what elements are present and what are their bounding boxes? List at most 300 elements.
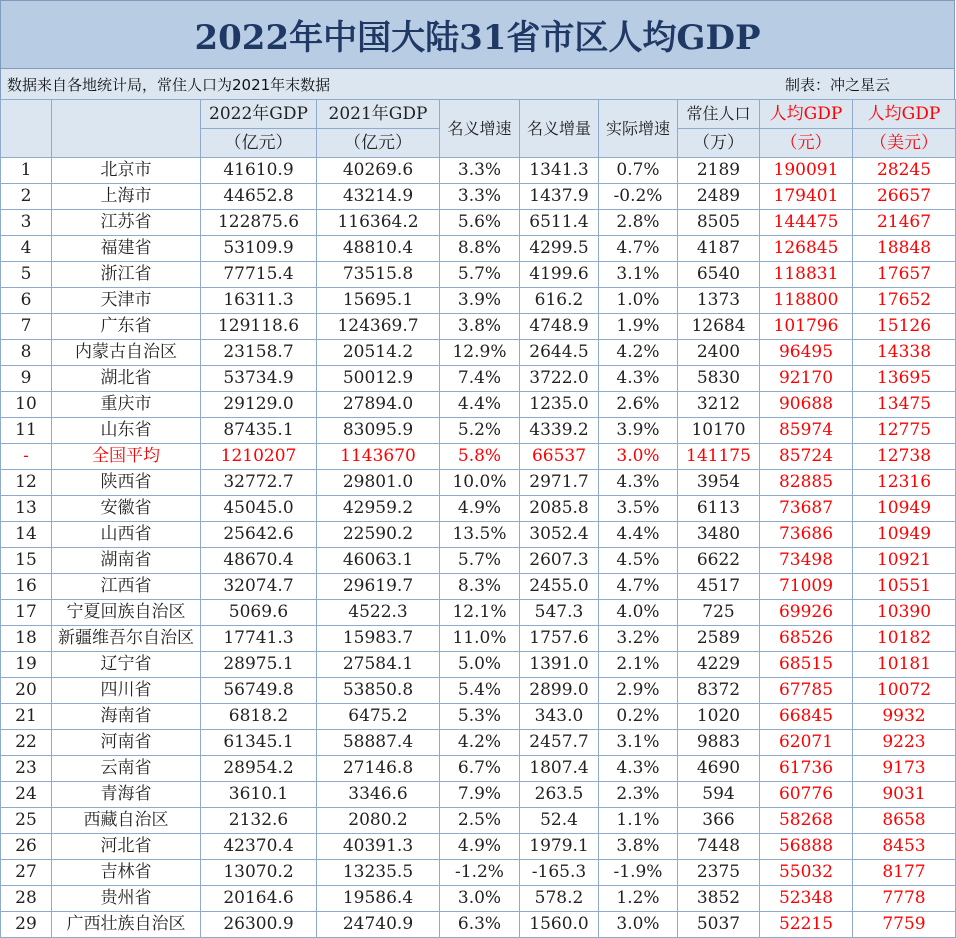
cell-nominal-increase: 1757.6: [520, 626, 599, 652]
header-pcgdp-cny-unit: （元）: [760, 129, 853, 158]
table-row: [1, 314, 956, 340]
cell-gdp2021: 43214.9: [317, 184, 440, 210]
cell-population: 3852: [678, 886, 760, 912]
cell-nominal-growth: 7.4%: [440, 366, 520, 392]
cell-rank: 28: [1, 886, 52, 912]
cell-nominal-increase: 263.5: [520, 782, 599, 808]
cell-rank: 10: [1, 392, 52, 418]
cell-gdp2022: 17741.3: [201, 626, 317, 652]
cell-gdp2022: 45045.0: [201, 496, 317, 522]
cell-real-growth: 3.2%: [599, 626, 678, 652]
cell-gdp2022: 48670.4: [201, 548, 317, 574]
cell-pcgdp-usd: 10182: [853, 626, 956, 652]
cell-nominal-increase: 547.3: [520, 600, 599, 626]
cell-pcgdp-cny: 73498: [760, 548, 853, 574]
table-header: [1, 100, 956, 158]
cell-pcgdp-usd: 7778: [853, 886, 956, 912]
cell-gdp2022: 3610.1: [201, 782, 317, 808]
cell-nominal-growth: 3.0%: [440, 886, 520, 912]
header-region: [52, 100, 201, 158]
cell-gdp2021: 1143670: [317, 444, 440, 470]
cell-gdp2022: 26300.9: [201, 912, 317, 938]
cell-rank: 16: [1, 574, 52, 600]
cell-region: 云南省: [52, 756, 201, 782]
cell-real-growth: 2.6%: [599, 392, 678, 418]
cell-nominal-increase: 1560.0: [520, 912, 599, 938]
cell-region: 北京市: [52, 158, 201, 184]
table-row: [1, 860, 956, 886]
cell-nominal-growth: 5.3%: [440, 704, 520, 730]
cell-pcgdp-cny: 179401: [760, 184, 853, 210]
cell-rank: 17: [1, 600, 52, 626]
cell-nominal-growth: 5.8%: [440, 444, 520, 470]
cell-nominal-increase: 2085.8: [520, 496, 599, 522]
header-pcgdp-cny: 人均GDP: [760, 100, 853, 129]
cell-gdp2022: 44652.8: [201, 184, 317, 210]
cell-pcgdp-usd: 9223: [853, 730, 956, 756]
table-row: [1, 730, 956, 756]
cell-real-growth: 4.5%: [599, 548, 678, 574]
cell-region: 全国平均: [52, 444, 201, 470]
cell-pcgdp-usd: 12775: [853, 418, 956, 444]
cell-rank: 2: [1, 184, 52, 210]
cell-gdp2021: 29801.0: [317, 470, 440, 496]
cell-real-growth: -0.2%: [599, 184, 678, 210]
cell-gdp2021: 3346.6: [317, 782, 440, 808]
cell-rank: 18: [1, 626, 52, 652]
cell-population: 3954: [678, 470, 760, 496]
cell-nominal-increase: 1341.3: [520, 158, 599, 184]
cell-gdp2021: 58887.4: [317, 730, 440, 756]
cell-nominal-growth: 5.2%: [440, 418, 520, 444]
cell-real-growth: 4.3%: [599, 470, 678, 496]
cell-nominal-increase: 1391.0: [520, 652, 599, 678]
cell-region: 海南省: [52, 704, 201, 730]
cell-real-growth: 4.3%: [599, 366, 678, 392]
cell-gdp2022: 61345.1: [201, 730, 317, 756]
cell-nominal-increase: 1807.4: [520, 756, 599, 782]
cell-real-growth: 4.7%: [599, 236, 678, 262]
cell-real-growth: 1.0%: [599, 288, 678, 314]
cell-real-growth: 0.2%: [599, 704, 678, 730]
cell-rank: 25: [1, 808, 52, 834]
cell-pcgdp-cny: 55032: [760, 860, 853, 886]
cell-gdp2022: 20164.6: [201, 886, 317, 912]
cell-nominal-growth: 4.9%: [440, 834, 520, 860]
cell-rank: 19: [1, 652, 52, 678]
cell-pcgdp-usd: 9031: [853, 782, 956, 808]
gdp-table: [0, 99, 956, 938]
cell-nominal-increase: 52.4: [520, 808, 599, 834]
cell-rank: 15: [1, 548, 52, 574]
cell-pcgdp-cny: 71009: [760, 574, 853, 600]
cell-nominal-increase: -165.3: [520, 860, 599, 886]
cell-pcgdp-usd: 10949: [853, 522, 956, 548]
cell-gdp2021: 73515.8: [317, 262, 440, 288]
header-nominal-increase: 名义增量: [520, 100, 599, 158]
cell-gdp2021: 116364.2: [317, 210, 440, 236]
cell-rank: 21: [1, 704, 52, 730]
cell-rank: 13: [1, 496, 52, 522]
cell-region: 广西壮族自治区: [52, 912, 201, 938]
cell-gdp2022: 129118.6: [201, 314, 317, 340]
cell-nominal-increase: 616.2: [520, 288, 599, 314]
cell-gdp2022: 23158.7: [201, 340, 317, 366]
cell-pcgdp-usd: 9932: [853, 704, 956, 730]
cell-gdp2022: 16311.3: [201, 288, 317, 314]
cell-nominal-increase: 3722.0: [520, 366, 599, 392]
table-row: [1, 470, 956, 496]
cell-rank: 7: [1, 314, 52, 340]
cell-pcgdp-usd: 8177: [853, 860, 956, 886]
table-row: [1, 392, 956, 418]
cell-rank: 5: [1, 262, 52, 288]
cell-nominal-growth: 10.0%: [440, 470, 520, 496]
cell-nominal-increase: 3052.4: [520, 522, 599, 548]
cell-pcgdp-cny: 118831: [760, 262, 853, 288]
cell-nominal-increase: 4299.5: [520, 236, 599, 262]
cell-pcgdp-usd: 17652: [853, 288, 956, 314]
cell-nominal-increase: 1979.1: [520, 834, 599, 860]
cell-gdp2022: 87435.1: [201, 418, 317, 444]
cell-gdp2022: 2132.6: [201, 808, 317, 834]
cell-real-growth: 2.3%: [599, 782, 678, 808]
cell-real-growth: -1.9%: [599, 860, 678, 886]
table-row: [1, 548, 956, 574]
cell-nominal-growth: 6.7%: [440, 756, 520, 782]
table-row: [1, 236, 956, 262]
cell-pcgdp-cny: 73687: [760, 496, 853, 522]
table-row: [1, 340, 956, 366]
cell-population: 366: [678, 808, 760, 834]
header-population-unit: （万）: [678, 129, 760, 158]
cell-rank: 29: [1, 912, 52, 938]
cell-pcgdp-cny: 190091: [760, 158, 853, 184]
table-row: [1, 756, 956, 782]
cell-rank: 20: [1, 678, 52, 704]
cell-population: 1020: [678, 704, 760, 730]
cell-nominal-growth: 11.0%: [440, 626, 520, 652]
cell-gdp2022: 53734.9: [201, 366, 317, 392]
source-note: 数据来自各地统计局，常住人口为2021年末数据: [7, 75, 331, 94]
cell-population: 4187: [678, 236, 760, 262]
table-row: [1, 704, 956, 730]
cell-population: 725: [678, 600, 760, 626]
cell-population: 2400: [678, 340, 760, 366]
table-row: [1, 652, 956, 678]
cell-gdp2021: 15695.1: [317, 288, 440, 314]
cell-real-growth: 3.8%: [599, 834, 678, 860]
cell-rank: 8: [1, 340, 52, 366]
cell-nominal-growth: 8.3%: [440, 574, 520, 600]
cell-real-growth: 4.3%: [599, 756, 678, 782]
cell-population: 4690: [678, 756, 760, 782]
cell-population: 5037: [678, 912, 760, 938]
cell-gdp2022: 28954.2: [201, 756, 317, 782]
cell-region: 山东省: [52, 418, 201, 444]
cell-pcgdp-cny: 61736: [760, 756, 853, 782]
cell-population: 3212: [678, 392, 760, 418]
cell-gdp2022: 25642.6: [201, 522, 317, 548]
cell-real-growth: 1.2%: [599, 886, 678, 912]
cell-pcgdp-usd: 13475: [853, 392, 956, 418]
cell-region: 上海市: [52, 184, 201, 210]
cell-rank: 1: [1, 158, 52, 184]
cell-rank: 26: [1, 834, 52, 860]
cell-nominal-growth: 5.7%: [440, 262, 520, 288]
cell-real-growth: 1.1%: [599, 808, 678, 834]
cell-pcgdp-usd: 7759: [853, 912, 956, 938]
cell-population: 12684: [678, 314, 760, 340]
table-row: [1, 262, 956, 288]
cell-nominal-growth: 3.9%: [440, 288, 520, 314]
cell-gdp2021: 22590.2: [317, 522, 440, 548]
header-population: 常住人口: [678, 100, 760, 129]
cell-nominal-growth: 5.4%: [440, 678, 520, 704]
cell-pcgdp-cny: 58268: [760, 808, 853, 834]
cell-rank: 24: [1, 782, 52, 808]
cell-region: 湖南省: [52, 548, 201, 574]
cell-pcgdp-usd: 10072: [853, 678, 956, 704]
cell-nominal-increase: 2455.0: [520, 574, 599, 600]
cell-real-growth: 4.0%: [599, 600, 678, 626]
table-row: [1, 418, 956, 444]
cell-gdp2021: 24740.9: [317, 912, 440, 938]
cell-pcgdp-cny: 56888: [760, 834, 853, 860]
cell-region: 四川省: [52, 678, 201, 704]
cell-nominal-increase: 2457.7: [520, 730, 599, 756]
cell-pcgdp-cny: 92170: [760, 366, 853, 392]
cell-gdp2022: 77715.4: [201, 262, 317, 288]
cell-gdp2021: 53850.8: [317, 678, 440, 704]
cell-pcgdp-cny: 82885: [760, 470, 853, 496]
cell-real-growth: 3.9%: [599, 418, 678, 444]
cell-gdp2022: 53109.9: [201, 236, 317, 262]
cell-real-growth: 1.9%: [599, 314, 678, 340]
cell-pcgdp-usd: 10949: [853, 496, 956, 522]
cell-population: 8505: [678, 210, 760, 236]
table-row: [1, 834, 956, 860]
author-note: 制表：冲之星云: [784, 75, 890, 94]
cell-nominal-increase: 6511.4: [520, 210, 599, 236]
cell-gdp2021: 29619.7: [317, 574, 440, 600]
header-real-growth: 实际增速: [599, 100, 678, 158]
cell-rank: 4: [1, 236, 52, 262]
cell-gdp2022: 41610.9: [201, 158, 317, 184]
cell-population: 1373: [678, 288, 760, 314]
cell-pcgdp-usd: 21467: [853, 210, 956, 236]
cell-pcgdp-cny: 68526: [760, 626, 853, 652]
cell-real-growth: 2.9%: [599, 678, 678, 704]
cell-real-growth: 2.8%: [599, 210, 678, 236]
cell-population: 2375: [678, 860, 760, 886]
cell-gdp2021: 50012.9: [317, 366, 440, 392]
cell-region: 青海省: [52, 782, 201, 808]
cell-rank: 11: [1, 418, 52, 444]
cell-region: 贵州省: [52, 886, 201, 912]
cell-real-growth: 4.2%: [599, 340, 678, 366]
cell-nominal-growth: -1.2%: [440, 860, 520, 886]
cell-pcgdp-cny: 126845: [760, 236, 853, 262]
table-title: 2022年中国大陆31省市区人均GDP: [0, 0, 955, 69]
header-pcgdp-usd-unit: （美元）: [853, 129, 956, 158]
header-rank: [1, 100, 52, 158]
cell-pcgdp-usd: 9173: [853, 756, 956, 782]
cell-rank: 14: [1, 522, 52, 548]
cell-gdp2022: 32074.7: [201, 574, 317, 600]
cell-rank: -: [1, 444, 52, 470]
cell-nominal-increase: 2899.0: [520, 678, 599, 704]
cell-pcgdp-usd: 10921: [853, 548, 956, 574]
cell-real-growth: 3.5%: [599, 496, 678, 522]
table-row: [1, 366, 956, 392]
cell-pcgdp-usd: 17657: [853, 262, 956, 288]
cell-nominal-increase: 2971.7: [520, 470, 599, 496]
table-row: [1, 210, 956, 236]
cell-nominal-increase: 4199.6: [520, 262, 599, 288]
cell-pcgdp-usd: 26657: [853, 184, 956, 210]
cell-region: 湖北省: [52, 366, 201, 392]
cell-region: 山西省: [52, 522, 201, 548]
cell-rank: 6: [1, 288, 52, 314]
cell-nominal-increase: 1437.9: [520, 184, 599, 210]
cell-nominal-increase: 2644.5: [520, 340, 599, 366]
cell-pcgdp-usd: 13695: [853, 366, 956, 392]
cell-pcgdp-usd: 15126: [853, 314, 956, 340]
cell-nominal-growth: 3.3%: [440, 158, 520, 184]
cell-region: 广东省: [52, 314, 201, 340]
cell-nominal-increase: 578.2: [520, 886, 599, 912]
table-row: [1, 600, 956, 626]
cell-gdp2021: 124369.7: [317, 314, 440, 340]
cell-gdp2021: 27146.8: [317, 756, 440, 782]
table-row: [1, 496, 956, 522]
cell-pcgdp-cny: 66845: [760, 704, 853, 730]
cell-rank: 3: [1, 210, 52, 236]
table-row: [1, 626, 956, 652]
cell-real-growth: 0.7%: [599, 158, 678, 184]
cell-nominal-growth: 6.3%: [440, 912, 520, 938]
cell-rank: 12: [1, 470, 52, 496]
cell-real-growth: 3.1%: [599, 730, 678, 756]
cell-pcgdp-cny: 144475: [760, 210, 853, 236]
header-gdp2021-unit: （亿元）: [317, 129, 440, 158]
cell-region: 天津市: [52, 288, 201, 314]
cell-nominal-growth: 4.2%: [440, 730, 520, 756]
cell-real-growth: 4.7%: [599, 574, 678, 600]
cell-pcgdp-usd: 12316: [853, 470, 956, 496]
cell-population: 8372: [678, 678, 760, 704]
cell-region: 浙江省: [52, 262, 201, 288]
header-nominal-growth: 名义增速: [440, 100, 520, 158]
cell-population: 7448: [678, 834, 760, 860]
header-gdp2022-unit: （亿元）: [201, 129, 317, 158]
cell-rank: 27: [1, 860, 52, 886]
table-row: [1, 808, 956, 834]
cell-region: 辽宁省: [52, 652, 201, 678]
cell-region: 河北省: [52, 834, 201, 860]
cell-pcgdp-cny: 67785: [760, 678, 853, 704]
cell-gdp2021: 15983.7: [317, 626, 440, 652]
cell-gdp2022: 32772.7: [201, 470, 317, 496]
table-row-national-average: [1, 444, 956, 470]
cell-gdp2022: 1210207: [201, 444, 317, 470]
cell-nominal-growth: 12.9%: [440, 340, 520, 366]
cell-region: 吉林省: [52, 860, 201, 886]
cell-gdp2021: 2080.2: [317, 808, 440, 834]
table-row: [1, 522, 956, 548]
cell-rank: 23: [1, 756, 52, 782]
cell-region: 内蒙古自治区: [52, 340, 201, 366]
cell-nominal-increase: 4339.2: [520, 418, 599, 444]
cell-gdp2022: 6818.2: [201, 704, 317, 730]
cell-pcgdp-cny: 118800: [760, 288, 853, 314]
table-row: [1, 574, 956, 600]
cell-nominal-growth: 2.5%: [440, 808, 520, 834]
cell-gdp2021: 40269.6: [317, 158, 440, 184]
cell-region: 新疆维吾尔自治区: [52, 626, 201, 652]
cell-gdp2022: 122875.6: [201, 210, 317, 236]
cell-pcgdp-cny: 85974: [760, 418, 853, 444]
cell-nominal-growth: 13.5%: [440, 522, 520, 548]
cell-gdp2021: 48810.4: [317, 236, 440, 262]
cell-population: 2489: [678, 184, 760, 210]
cell-real-growth: 3.0%: [599, 912, 678, 938]
cell-region: 西藏自治区: [52, 808, 201, 834]
cell-population: 5830: [678, 366, 760, 392]
cell-nominal-growth: 4.4%: [440, 392, 520, 418]
cell-gdp2021: 4522.3: [317, 600, 440, 626]
table-row: [1, 782, 956, 808]
cell-nominal-growth: 4.9%: [440, 496, 520, 522]
cell-pcgdp-usd: 10551: [853, 574, 956, 600]
cell-population: 141175: [678, 444, 760, 470]
cell-nominal-growth: 3.8%: [440, 314, 520, 340]
cell-pcgdp-cny: 73686: [760, 522, 853, 548]
cell-pcgdp-usd: 28245: [853, 158, 956, 184]
cell-pcgdp-cny: 69926: [760, 600, 853, 626]
cell-gdp2021: 13235.5: [317, 860, 440, 886]
cell-pcgdp-cny: 101796: [760, 314, 853, 340]
cell-real-growth: 3.1%: [599, 262, 678, 288]
header-pcgdp-usd: 人均GDP: [853, 100, 956, 129]
cell-nominal-growth: 3.3%: [440, 184, 520, 210]
cell-population: 2589: [678, 626, 760, 652]
cell-gdp2021: 40391.3: [317, 834, 440, 860]
cell-gdp2021: 27584.1: [317, 652, 440, 678]
cell-rank: 22: [1, 730, 52, 756]
cell-gdp2022: 28975.1: [201, 652, 317, 678]
cell-real-growth: 3.0%: [599, 444, 678, 470]
cell-gdp2021: 27894.0: [317, 392, 440, 418]
cell-nominal-increase: 1235.0: [520, 392, 599, 418]
cell-pcgdp-cny: 90688: [760, 392, 853, 418]
cell-gdp2022: 5069.6: [201, 600, 317, 626]
cell-nominal-growth: 7.9%: [440, 782, 520, 808]
header-gdp2021: 2021年GDP: [317, 100, 440, 129]
cell-pcgdp-cny: 96495: [760, 340, 853, 366]
cell-population: 4229: [678, 652, 760, 678]
cell-pcgdp-usd: 8453: [853, 834, 956, 860]
cell-population: 9883: [678, 730, 760, 756]
cell-nominal-increase: 343.0: [520, 704, 599, 730]
cell-gdp2021: 83095.9: [317, 418, 440, 444]
cell-region: 陕西省: [52, 470, 201, 496]
cell-nominal-growth: 12.1%: [440, 600, 520, 626]
cell-population: 6540: [678, 262, 760, 288]
header-gdp2022: 2022年GDP: [201, 100, 317, 129]
cell-pcgdp-usd: 18848: [853, 236, 956, 262]
